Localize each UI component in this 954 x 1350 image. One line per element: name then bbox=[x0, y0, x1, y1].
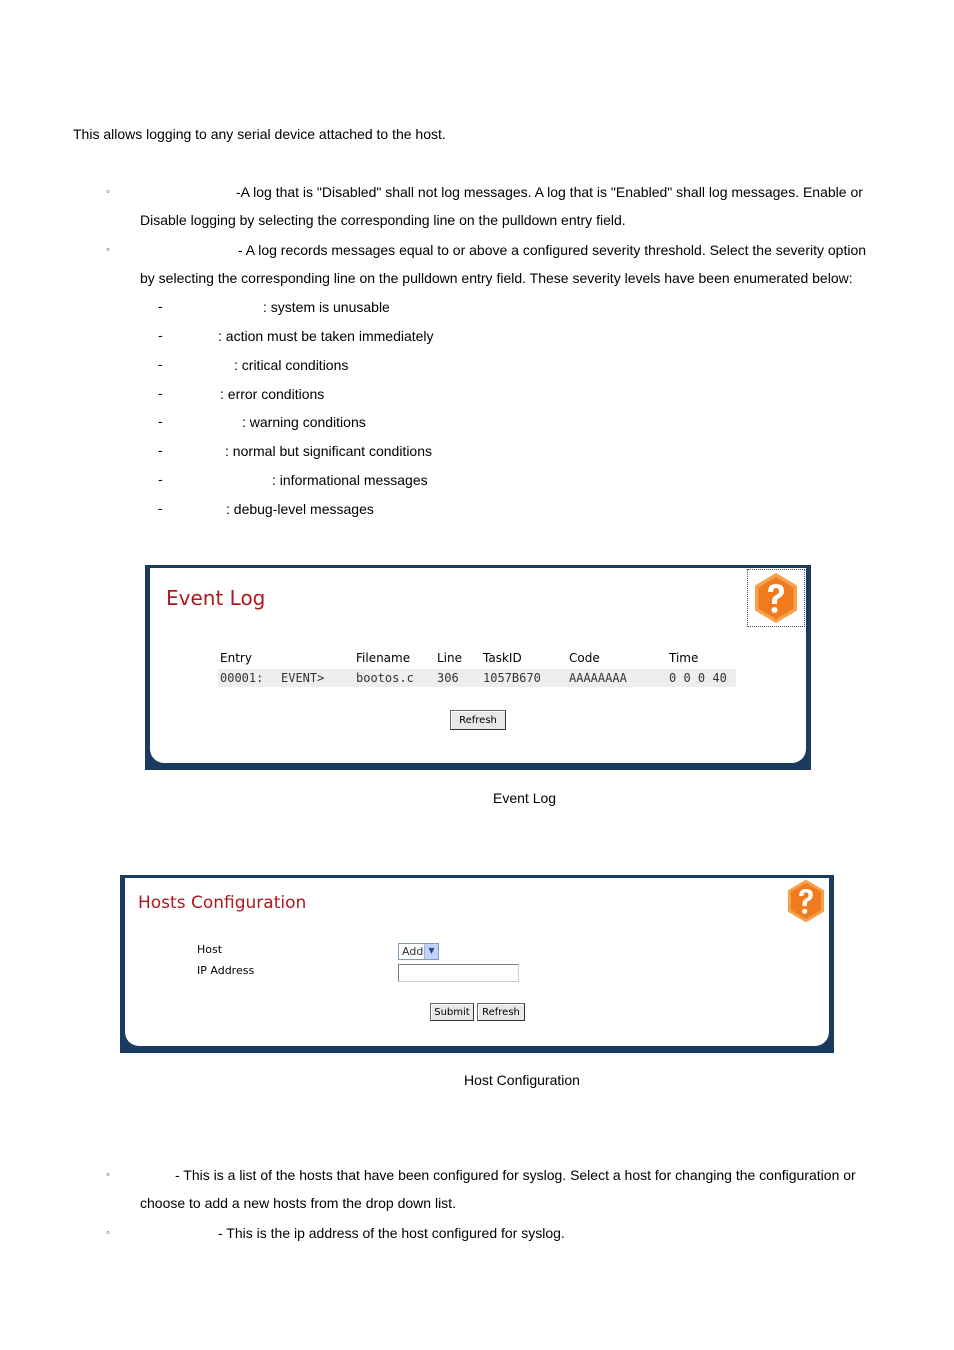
dash-mark: - bbox=[158, 500, 163, 516]
severity-emergency: : system is unusable bbox=[263, 299, 390, 315]
bullet-mark: ◦ bbox=[106, 1227, 110, 1239]
severity-notice: : normal but significant conditions bbox=[225, 443, 432, 459]
help-icon bbox=[748, 570, 804, 626]
bullet-mark: ◦ bbox=[106, 244, 110, 256]
dropdown-arrow-icon[interactable]: ▼ bbox=[424, 944, 438, 959]
event-log-title: Event Log bbox=[166, 586, 266, 610]
col-header-filename: Filename bbox=[356, 651, 411, 665]
bullet-severity-line1: - A log records messages equal to or above a configured severity threshold. Select the severity option bbox=[238, 242, 867, 258]
bullet-host-line1: - This is a list of the hosts that have been configured for syslog. Select a host for changing the configuration or bbox=[175, 1167, 856, 1183]
cell-code: AAAAAAAA bbox=[569, 671, 627, 685]
dash-mark: - bbox=[158, 413, 163, 429]
dash-mark: - bbox=[158, 385, 163, 401]
intro-text: This allows logging to any serial device attached to the host. bbox=[73, 126, 446, 142]
col-header-taskid: TaskID bbox=[483, 651, 522, 665]
ip-address-label: IP Address bbox=[197, 964, 255, 977]
col-header-time: Time bbox=[669, 651, 699, 665]
host-select[interactable] bbox=[398, 943, 439, 960]
bullet-ip-line1: - This is the ip address of the host configured for syslog. bbox=[218, 1225, 565, 1241]
bullet-admin-mode-line1: -A log that is "Disabled" shall not log messages. A log that is "Enabled" shall log messages. Enable or bbox=[236, 184, 863, 200]
dash-mark: - bbox=[158, 298, 163, 314]
col-header-entry: Entry bbox=[220, 651, 252, 665]
hosts-config-caption: Host Configuration bbox=[464, 1072, 580, 1088]
col-header-code: Code bbox=[569, 651, 600, 665]
severity-alert: : action must be taken immediately bbox=[218, 328, 434, 344]
dash-mark: - bbox=[158, 327, 163, 343]
event-log-help-button[interactable] bbox=[747, 569, 805, 627]
bullet-mark: ◦ bbox=[106, 1169, 110, 1181]
cell-line: 306 bbox=[437, 671, 459, 685]
severity-warning: : warning conditions bbox=[242, 414, 366, 430]
cell-filename: bootos.c bbox=[356, 671, 414, 685]
col-header-line: Line bbox=[437, 651, 463, 665]
severity-critical: : critical conditions bbox=[234, 357, 349, 373]
dash-mark: - bbox=[158, 356, 163, 372]
host-label: Host bbox=[197, 943, 223, 956]
bullet-severity-line2: by selecting the corresponding line on the pulldown entry field. These severity levels have been enumerated below: bbox=[140, 270, 853, 286]
severity-info: : informational messages bbox=[272, 472, 428, 488]
cell-entry: 00001: bbox=[220, 671, 264, 685]
cell-taskid: 1057B670 bbox=[483, 671, 541, 685]
host-select-value: Add bbox=[402, 945, 424, 958]
dash-mark: - bbox=[158, 442, 163, 458]
cell-time: 0 0 0 40 bbox=[669, 671, 727, 685]
dash-mark: - bbox=[158, 471, 163, 487]
help-icon bbox=[782, 877, 830, 925]
event-log-caption: Event Log bbox=[493, 790, 557, 806]
hosts-config-help-button[interactable] bbox=[782, 877, 830, 925]
bullet-host-line2: choose to add a new hosts from the drop down list. bbox=[140, 1195, 456, 1211]
severity-error: : error conditions bbox=[220, 386, 325, 402]
bullet-admin-mode-line2: Disable logging by selecting the corresponding line on the pulldown entry field. bbox=[140, 212, 626, 228]
event-log-refresh-button[interactable]: Refresh bbox=[450, 710, 506, 730]
hosts-config-title: Hosts Configuration bbox=[138, 893, 307, 913]
severity-debug: : debug-level messages bbox=[226, 501, 374, 517]
hosts-submit-button[interactable]: Submit bbox=[430, 1003, 474, 1021]
hosts-refresh-button[interactable]: Refresh bbox=[477, 1003, 525, 1021]
cell-event: EVENT> bbox=[281, 671, 325, 685]
ip-address-input[interactable] bbox=[398, 964, 519, 982]
bullet-mark: ◦ bbox=[106, 186, 110, 198]
